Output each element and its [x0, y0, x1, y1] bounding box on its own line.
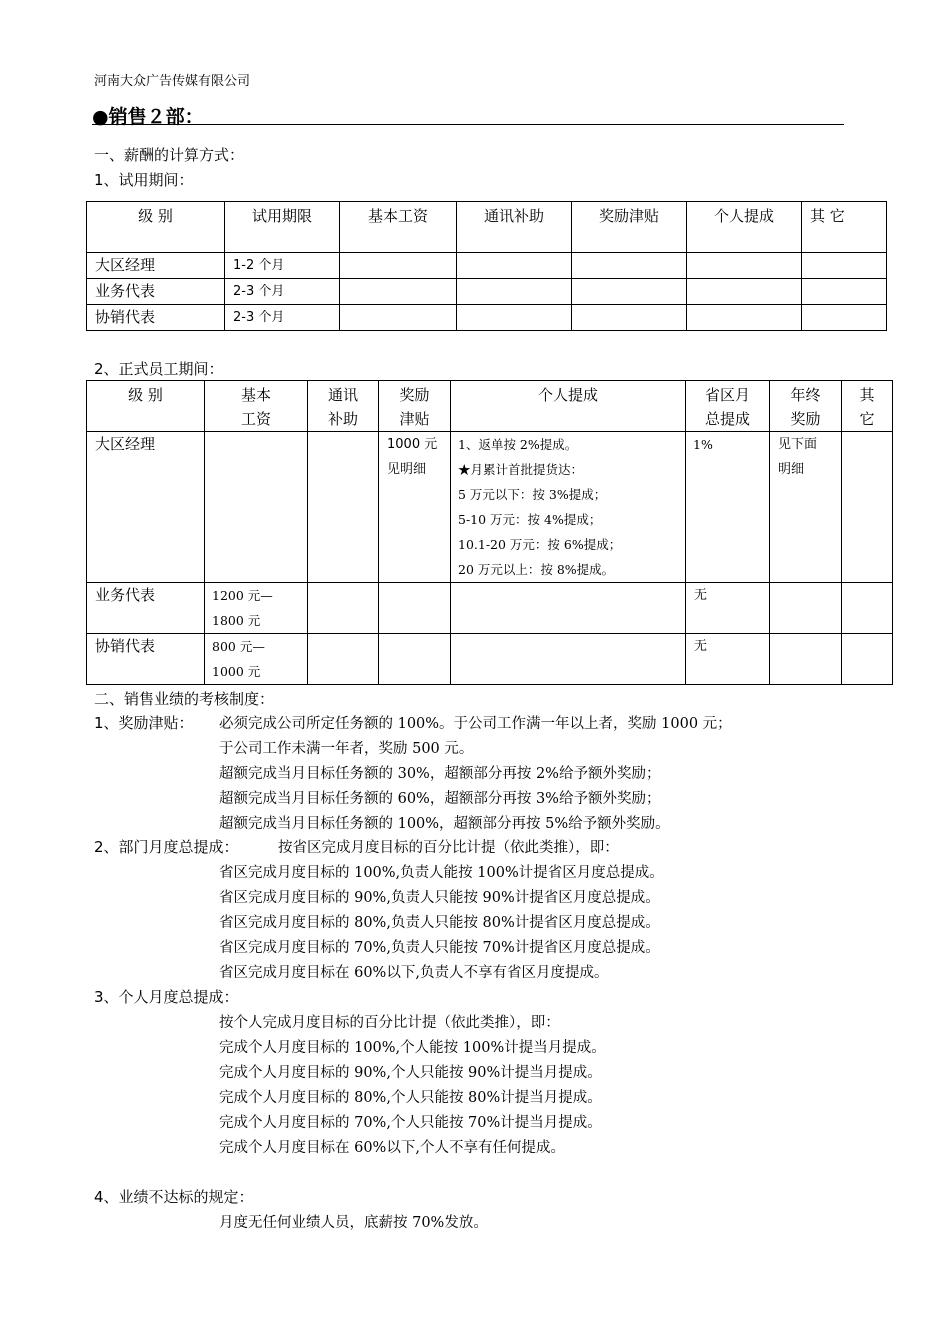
cell-line: 1000 元	[212, 664, 261, 679]
header-communication	[308, 381, 379, 432]
level-cell: 协销代表	[87, 305, 225, 331]
item2-first-line: 按省区完成月度目标的百分比计提（依此类推），即：	[278, 840, 619, 856]
empty-cell	[802, 253, 887, 279]
cell-line: 1、返单按 2%提成。	[458, 437, 578, 452]
cell-line: 800 元—	[212, 639, 265, 654]
cell-line: 见下面	[778, 437, 818, 452]
header-commission	[451, 381, 686, 432]
province-cell: 1%	[686, 432, 770, 583]
empty-cell	[457, 305, 572, 331]
item4-label: 4、业绩不达标的规定：	[94, 1188, 254, 1206]
cell-line: 见明细	[387, 462, 427, 477]
empty-cell	[379, 583, 451, 634]
probation-header-cell: 其 它	[802, 202, 887, 253]
formal-title: 2、正式员工期间：	[94, 360, 224, 378]
level-cell: 大区经理	[87, 253, 225, 279]
cell-line: 明细	[778, 462, 805, 477]
item1-first-line: 必须完成公司所定任务额的 100%。于公司工作满一年以上者，奖励 1000 元；	[219, 716, 732, 732]
item1-line: 超额完成当月目标任务额的 60%，超额部分再按 3%给予额外奖励；	[219, 791, 661, 807]
table-row	[87, 583, 893, 634]
province-cell: 无	[686, 583, 770, 634]
probation-header-cell: 基本工资	[340, 202, 457, 253]
probation-table	[86, 201, 887, 331]
level-cell: 协销代表	[87, 634, 205, 685]
item3-line: 按个人完成月度目标的百分比计提（依此类推），即：	[219, 1015, 560, 1031]
cell-line: 5-10 万元：按 4%提成；	[458, 512, 602, 527]
header-base-salary	[205, 381, 308, 432]
reward-cell	[379, 432, 451, 583]
item2-line: 省区完成月度目标的 100%,负责人能按 100%计提省区月度总提成。	[219, 865, 664, 881]
empty-cell	[770, 634, 842, 685]
probation-header-cell: 个人提成	[687, 202, 802, 253]
year-end-cell	[770, 432, 842, 583]
probation-header-cell: 奖励津贴	[572, 202, 687, 253]
empty-cell	[687, 305, 802, 331]
header-other	[842, 381, 893, 432]
item1-label: 1、奖励津贴：	[94, 714, 194, 732]
empty-cell	[687, 279, 802, 305]
formal-table	[86, 380, 893, 685]
empty-cell	[802, 279, 887, 305]
header-reward	[379, 381, 451, 432]
cell-line: 1000 元	[387, 437, 438, 452]
item3-line: 完成个人月度目标的 80%,个人只能按 80%计提当月提成。	[219, 1090, 602, 1106]
item3-line: 完成个人月度目标的 100%,个人能按 100%计提当月提成。	[219, 1040, 606, 1056]
table-row	[87, 279, 887, 305]
header-line: 奖励	[790, 410, 821, 428]
empty-cell	[842, 634, 893, 685]
probation-header-cell: 通讯补助	[457, 202, 572, 253]
item1-line: 超额完成当月目标任务额的 100%，超额部分再按 5%给予额外奖励。	[219, 816, 670, 832]
item3-line: 完成个人月度目标的 90%,个人只能按 90%计提当月提成。	[219, 1065, 602, 1081]
cell-line: 5 万元以下：按 3%提成；	[458, 487, 607, 502]
probation-header-cell: 级 别	[87, 202, 225, 253]
empty-cell	[572, 305, 687, 331]
item2-line: 省区完成月度目标的 70%,负责人只能按 70%计提省区月度总提成。	[219, 940, 660, 956]
header-level	[87, 381, 205, 432]
empty-cell	[308, 432, 379, 583]
section1-title: 一、薪酬的计算方式：	[94, 146, 245, 164]
base-salary-cell	[205, 634, 308, 685]
header-line: 基本	[240, 386, 271, 404]
empty-cell	[457, 253, 572, 279]
department-title: ●销售２部：	[92, 106, 204, 128]
item1-line: 超额完成当月目标任务额的 30%，超额部分再按 2%给予额外奖励；	[219, 766, 661, 782]
item3-label: 3、个人月度总提成：	[94, 988, 239, 1006]
empty-cell	[457, 279, 572, 305]
cell-line: ★月累计首批提货达：	[458, 462, 584, 477]
item1-line: 于公司工作未满一年者，奖励 500 元。	[219, 741, 474, 757]
cell-line: 20 万元以上：按 8%提成。	[458, 562, 615, 577]
header-line: 年终	[790, 386, 821, 404]
base-salary-cell	[205, 583, 308, 634]
period-cell: 2-3 个月	[225, 305, 340, 331]
period-cell: 1-2 个月	[225, 253, 340, 279]
item3-line: 完成个人月度目标在 60%以下,个人不享有任何提成。	[219, 1140, 565, 1156]
item2-label: 2、部门月度总提成：	[94, 838, 239, 856]
header-line: 级 别	[128, 386, 163, 404]
probation-header-row	[87, 202, 887, 253]
empty-cell	[379, 634, 451, 685]
empty-cell	[340, 253, 457, 279]
header-year-end	[770, 381, 842, 432]
table-row	[87, 253, 887, 279]
province-cell: 无	[686, 634, 770, 685]
level-cell: 业务代表	[87, 279, 225, 305]
empty-cell	[340, 305, 457, 331]
commission-cell	[451, 432, 686, 583]
header-line: 个人提成	[537, 386, 598, 404]
header-line: 补助	[327, 410, 358, 428]
header-province	[686, 381, 770, 432]
level-cell: 业务代表	[87, 583, 205, 634]
table-row	[87, 432, 893, 583]
header-line: 其	[859, 386, 875, 404]
empty-cell	[572, 253, 687, 279]
company-name: 河南大众广告传媒有限公司	[94, 74, 251, 89]
item4-line: 月度无任何业绩人员，底薪按 70%发放。	[219, 1215, 488, 1231]
header-line: 通讯	[327, 386, 358, 404]
table-row	[87, 305, 887, 331]
header-line: 总提成	[704, 410, 750, 428]
empty-cell	[770, 583, 842, 634]
title-underline	[92, 124, 844, 125]
probation-header-cell: 试用期限	[225, 202, 340, 253]
empty-cell	[205, 432, 308, 583]
header-line: 工资	[240, 410, 271, 428]
empty-cell	[842, 432, 893, 583]
item3-line: 完成个人月度目标的 70%,个人只能按 70%计提当月提成。	[219, 1115, 602, 1131]
period-cell: 2-3 个月	[225, 279, 340, 305]
header-line: 它	[859, 410, 875, 428]
item2-line: 省区完成月度目标的 90%,负责人只能按 90%计提省区月度总提成。	[219, 890, 660, 906]
empty-cell	[308, 583, 379, 634]
cell-line: 10.1-20 万元：按 6%提成；	[458, 537, 622, 552]
cell-line: 1200 元—	[212, 588, 273, 603]
empty-cell	[842, 583, 893, 634]
item2-line: 省区完成月度目标在 60%以下,负责人不享有省区月度提成。	[219, 965, 609, 981]
header-line: 津贴	[399, 410, 430, 428]
empty-cell	[340, 279, 457, 305]
empty-cell	[802, 305, 887, 331]
empty-cell	[451, 583, 686, 634]
empty-cell	[451, 634, 686, 685]
table-row	[87, 634, 893, 685]
empty-cell	[308, 634, 379, 685]
section2-title: 二、销售业绩的考核制度：	[94, 690, 275, 708]
empty-cell	[687, 253, 802, 279]
item2-line: 省区完成月度目标的 80%,负责人只能按 80%计提省区月度总提成。	[219, 915, 660, 931]
probation-title: 1、试用期间：	[94, 171, 194, 189]
formal-header-row	[87, 381, 893, 432]
empty-cell	[572, 279, 687, 305]
header-line: 奖励	[399, 386, 430, 404]
cell-line: 1800 元	[212, 613, 261, 628]
level-cell: 大区经理	[87, 432, 205, 583]
header-line: 省区月	[704, 386, 750, 404]
